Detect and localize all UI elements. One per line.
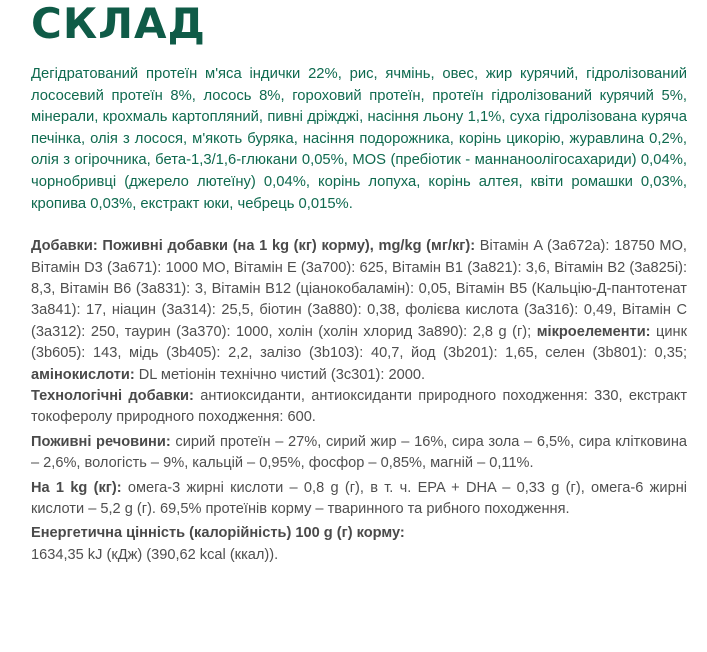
nutrients-label: Поживні речовини: [31, 433, 171, 450]
vitamins-text: Вітамін A (3a672a): 18750 МО, Вітамін D3 (3a671): 1000 МО, Вітамін E (3a700): 625, Вітамін B1 (3a821): 3,6, Вітамін B2 (3a825i): 8,3, Вітамін B6 (3a831): 3, Вітамін B12 (ціанокобаламін): 0,05, Вітамін B5 (Кальцію-Д-пантотенат 3a841): 17, ніацин (3a314): 25,5, біотин (3a880): 0,38, фолієва кислота (3a316): 0,49, Вітамін C (3a312): 250, таурин (3a370): 1000, холін (холін хлорид 3a890): 2,8 g (г); [31, 238, 687, 340]
per-kg-label: На 1 kg (кг): [31, 479, 122, 496]
technological-additives-label: Технологічні добавки: [31, 388, 194, 404]
microelements-text: цинк (3b605): 143, мідь (3b405): 2,2, залізо (3b103): 40,7, йод (3b201): 1,65, селен (3b801): 0,35; [31, 323, 687, 362]
additives-label: Добавки: Поживні добавки (на 1 kg (кг) корму), mg/kg (мг/кг): [31, 238, 476, 255]
page-title: СКЛАД [31, 0, 206, 48]
energy-section [31, 523, 687, 566]
microelements-label: мікроелементи: [531, 323, 651, 340]
technological-additives-text: антиоксиданти, антиоксиданти природного походження: 330, екстракт токоферолу природного походження: 600. [31, 388, 688, 426]
nutrients-section [31, 432, 687, 475]
energy-label: Енергетична цінність (калорійність) 100 g (г) корму: [31, 525, 405, 542]
amino-acids-text: DL метіонін технічно чистий (3c301): 2000. [134, 366, 426, 383]
composition-text: Дегідратований протеїн м'яса індички 22%, рис, ячмінь, овес, жир курячий, гідролізований лососевий протеїн 8%, лосось 8%, гороховий протеїн, протеїн гідролізований курячий 5%, мінерали, крохмаль картопляний, пивні дріжджі, насіння льону 1,1%, суха гідролізована куряча печінка, олія з лосося, м'якоть буряка, насіння подорожника, корінь цикорію, журавлина 0,2%, олія з огірочника, бета-1,3/1,6-глюкани 0,05%, MOS (пребіотик - маннаноолігосахариди) 0,04%, чорнобривці (джерело лютеїну) 0,04%, корінь лопуха, корінь алтея, квіти ромашки 0,03%, кропива 0,03%, екстракт юки, чебрець 0,015%. [31, 66, 687, 212]
additives-section [31, 236, 687, 386]
technological-additives-section [31, 386, 687, 429]
amino-acids-label: амінокислоти: [31, 366, 135, 383]
nutrients-text: сирий протеїн – 27%, сирий жир – 16%, сира зола – 6,5%, сира клітковина – 2,6%, вологість – 9%, кальцій – 0,95%, фосфор – 0,85%, магній – 0,11%. [31, 433, 687, 472]
per-kg-text: омега-3 жирні кислоти – 0,8 g (г), в т. ч. EPA + DHA – 0,33 g (г), омега-6 жирні кислоти – 5,2 g (г). 69,5% протеїнів корму – тваринного та рибного походження. [31, 479, 688, 518]
energy-text: 1634,35 kJ (кДж) (390,62 kcal (ккал)). [31, 546, 279, 563]
per-kg-section [31, 478, 687, 521]
